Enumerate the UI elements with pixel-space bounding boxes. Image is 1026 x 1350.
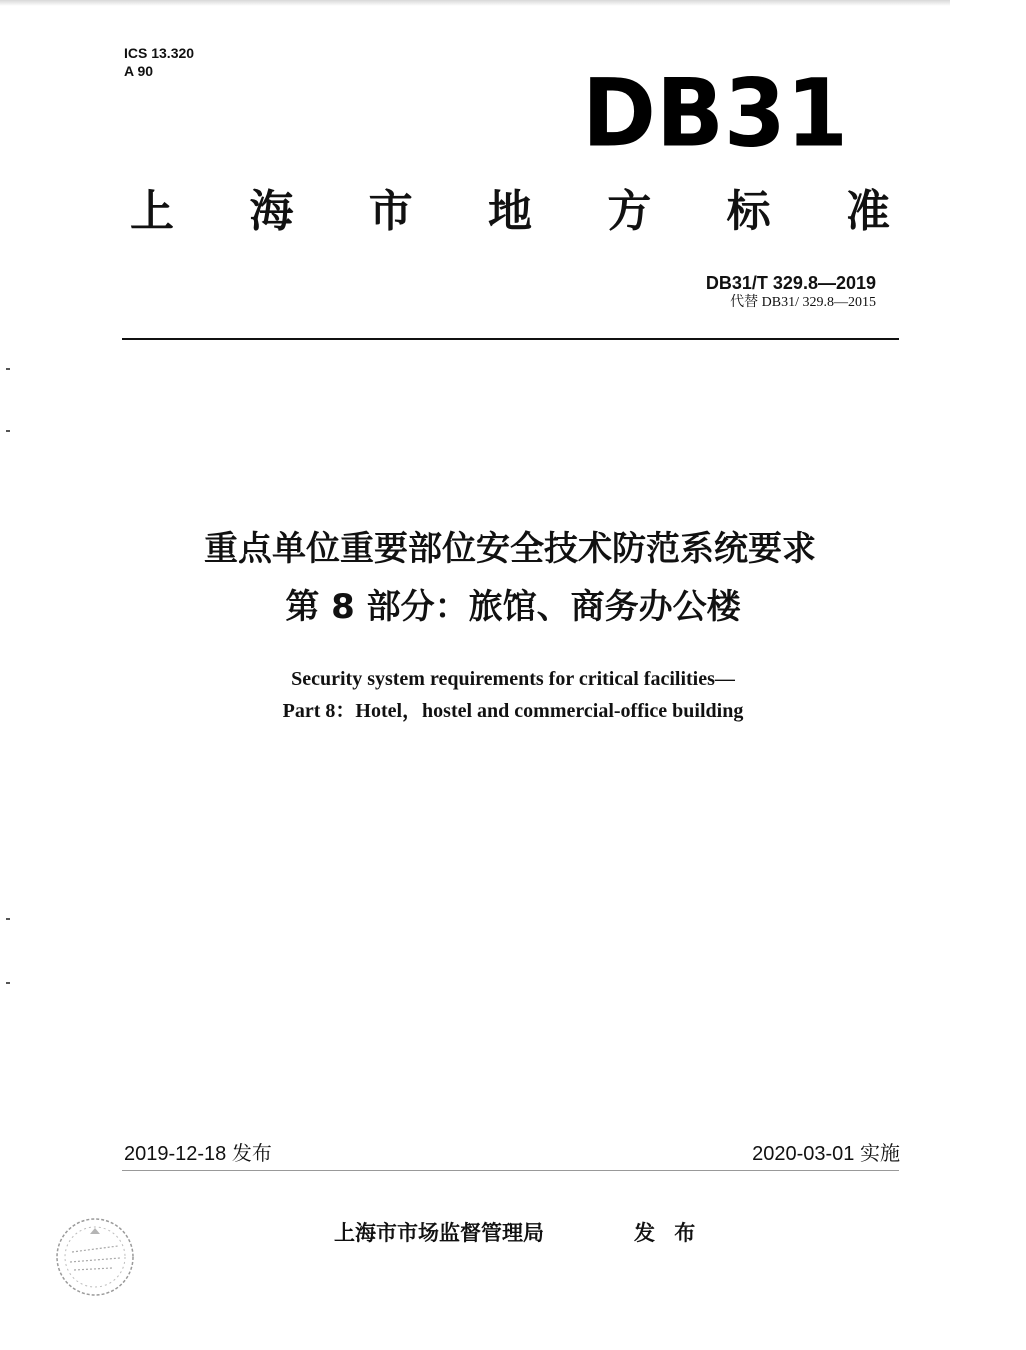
- issue-date: 2019-12-18 发布: [124, 1143, 272, 1165]
- bottom-divider: [122, 1170, 899, 1171]
- ics-code: ICS 13.320: [124, 45, 195, 61]
- implementation-date: 2020-03-01 实施: [752, 1143, 900, 1165]
- db31-logo-text: DB31: [582, 59, 848, 169]
- faded-seal-stamp: [50, 1212, 140, 1302]
- standard-type-char: 海: [249, 186, 294, 237]
- scan-mark: [6, 982, 10, 984]
- standard-type-char: 标: [726, 186, 771, 237]
- classification-block: [124, 44, 194, 80]
- scan-mark: [6, 368, 10, 370]
- page-top-edge: [0, 0, 950, 6]
- db31-logo: [580, 52, 850, 169]
- title-en-line2: Part 8：Hotel，hostel and commercial-office building: [282, 700, 744, 722]
- scan-mark: [6, 918, 10, 920]
- standard-type-char: 准: [845, 186, 890, 237]
- standard-type-char: 地: [487, 186, 532, 237]
- scan-mark: [6, 430, 10, 432]
- standard-code: DB31/T 329.8—2019: [705, 273, 876, 293]
- title-en-line1: Security system requirements for critical facilities—: [291, 668, 735, 690]
- issue-action: 发 布: [634, 1221, 702, 1245]
- standard-code-block: [706, 272, 876, 312]
- category-code: A 90: [124, 63, 154, 79]
- standard-type-heading: [130, 184, 890, 244]
- title-cn-line2: 第 8 部分：旅馆、商务办公楼: [285, 587, 741, 627]
- title-cn-line1: 重点单位重要部位安全技术防范系统要求: [204, 529, 816, 569]
- replaces-code: 代替 DB31/ 329.8—2015: [730, 295, 876, 310]
- top-divider: [122, 338, 899, 340]
- issuing-authority: 上海市市场监督管理局: [334, 1221, 544, 1245]
- standard-type-char: 方: [607, 186, 652, 237]
- standard-type-char: 上: [130, 186, 174, 237]
- standard-type-char: 市: [368, 186, 413, 237]
